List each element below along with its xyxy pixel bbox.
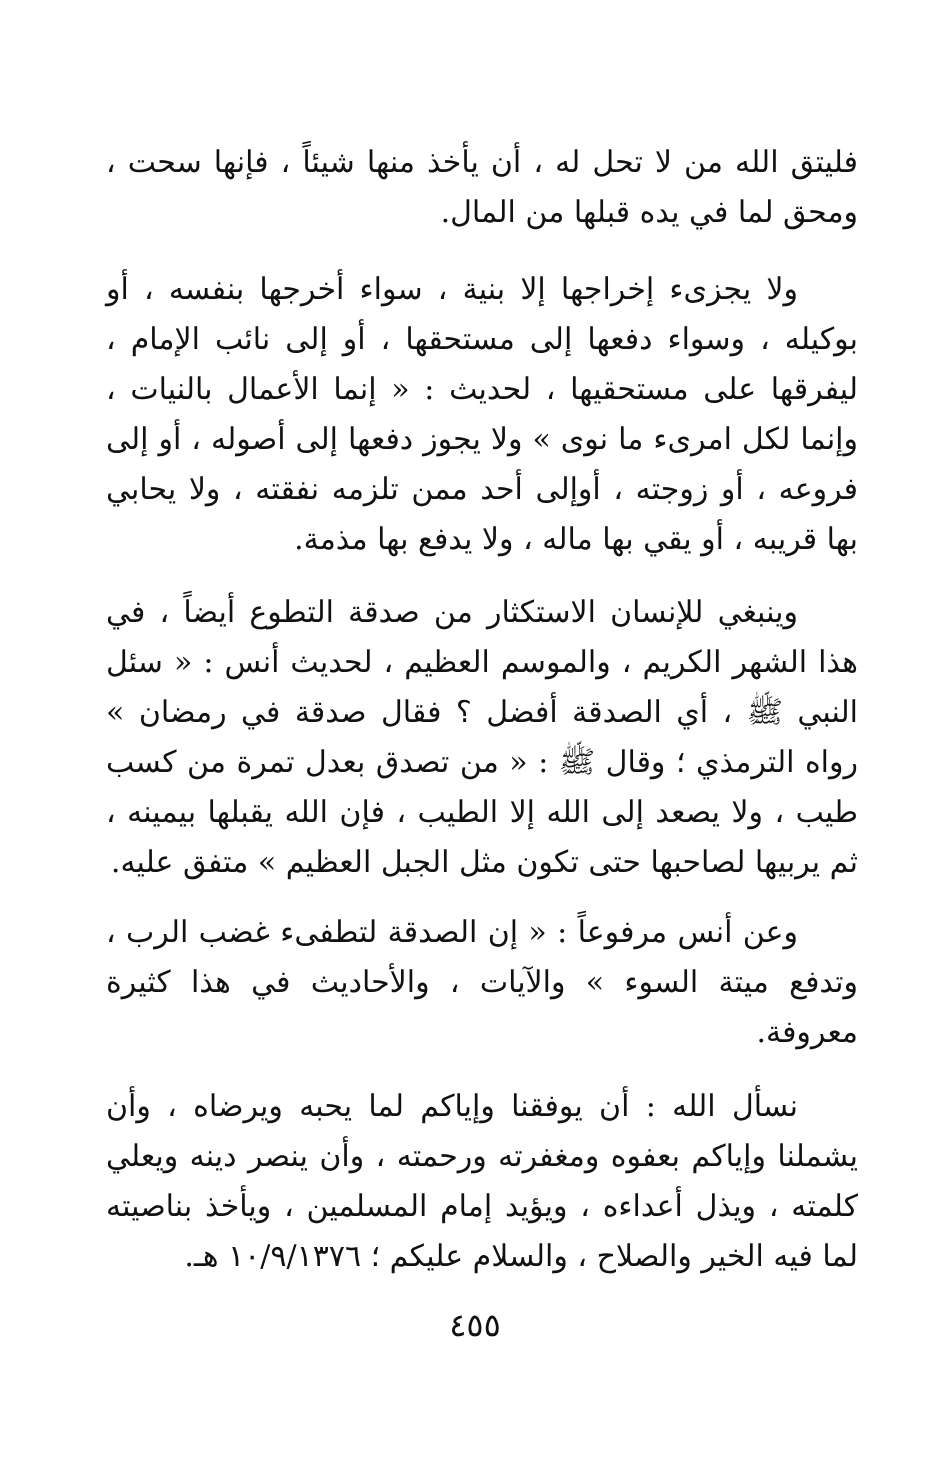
paragraph-closing-prayer xyxy=(106,1082,858,1282)
paragraph-text: نسأل الله : أن يوفقنا وإياكم لما يحبه ويرضاه ، وأن يشملنا وإياكم بعفوه ومغفرته ورحمته ، وأن ينصر دينه ويعلي كلمته ، ويذل أعداءه ، ويؤيد إمام المسلمين ، ويأخذ بناصيته لما فيه الخير والصلاح ، والسلام عليكم ؛ ١٠/٩/١٣٧٦ هـ. xyxy=(106,1089,858,1274)
paragraph-zakat-warning xyxy=(106,138,858,238)
paragraph-text: وعن أنس مرفوعاً : « إن الصدقة لتطفىء غضب الرب ، وتدفع ميتة السوء » والآيات ، والأحاديث في هذا كثيرة معروفة. xyxy=(106,915,858,1050)
paragraph-voluntary-charity xyxy=(106,588,858,888)
paragraph-text: فليتق الله من لا تحل له ، أن يأخذ منها شيئاً ، فإنها سحت ، ومحق لما في يده قبلها من المال. xyxy=(106,145,858,230)
page-number: ٤٥٥ xyxy=(449,1306,501,1344)
paragraph-intention xyxy=(106,265,858,565)
paragraph-text: وينبغي للإنسان الاستكثار من صدقة التطوع أيضاً ، في هذا الشهر الكريم ، والموسم العظيم ، لحديث أنس : « سئل النبي ﷺ ، أي الصدقة أفضل ؟ فقال صدقة في رمضان » رواه الترمذي ؛ وقال ﷺ : « من تصدق بعدل تمرة من كسب طيب ، ولا يصعد إلى الله إلا الطيب ، فإن الله يقبلها بيمينه ، ثم يربيها لصاحبها حتى تكون مثل الجبل العظيم » متفق عليه. xyxy=(106,595,858,880)
paragraph-anas-hadith xyxy=(106,908,858,1058)
paragraph-text: ولا يجزىء إخراجها إلا بنية ، سواء أخرجها بنفسه ، أو بوكيله ، وسواء دفعها إلى مستحقها ، أو إلى نائب الإمام ، ليفرقها على مستحقيها ، لحديث : « إنما الأعمال بالنيات ، وإنما لكل امرىء ما نوى » ولا يجوز دفعها إلى أصوله ، أو إلى فروعه ، أو زوجته ، أوإلى أحد ممن تلزمه نفقته ، ولا يحابي بها قريبه ، أو يقي بها ماله ، ولا يدفع بها مذمة. xyxy=(106,272,858,557)
